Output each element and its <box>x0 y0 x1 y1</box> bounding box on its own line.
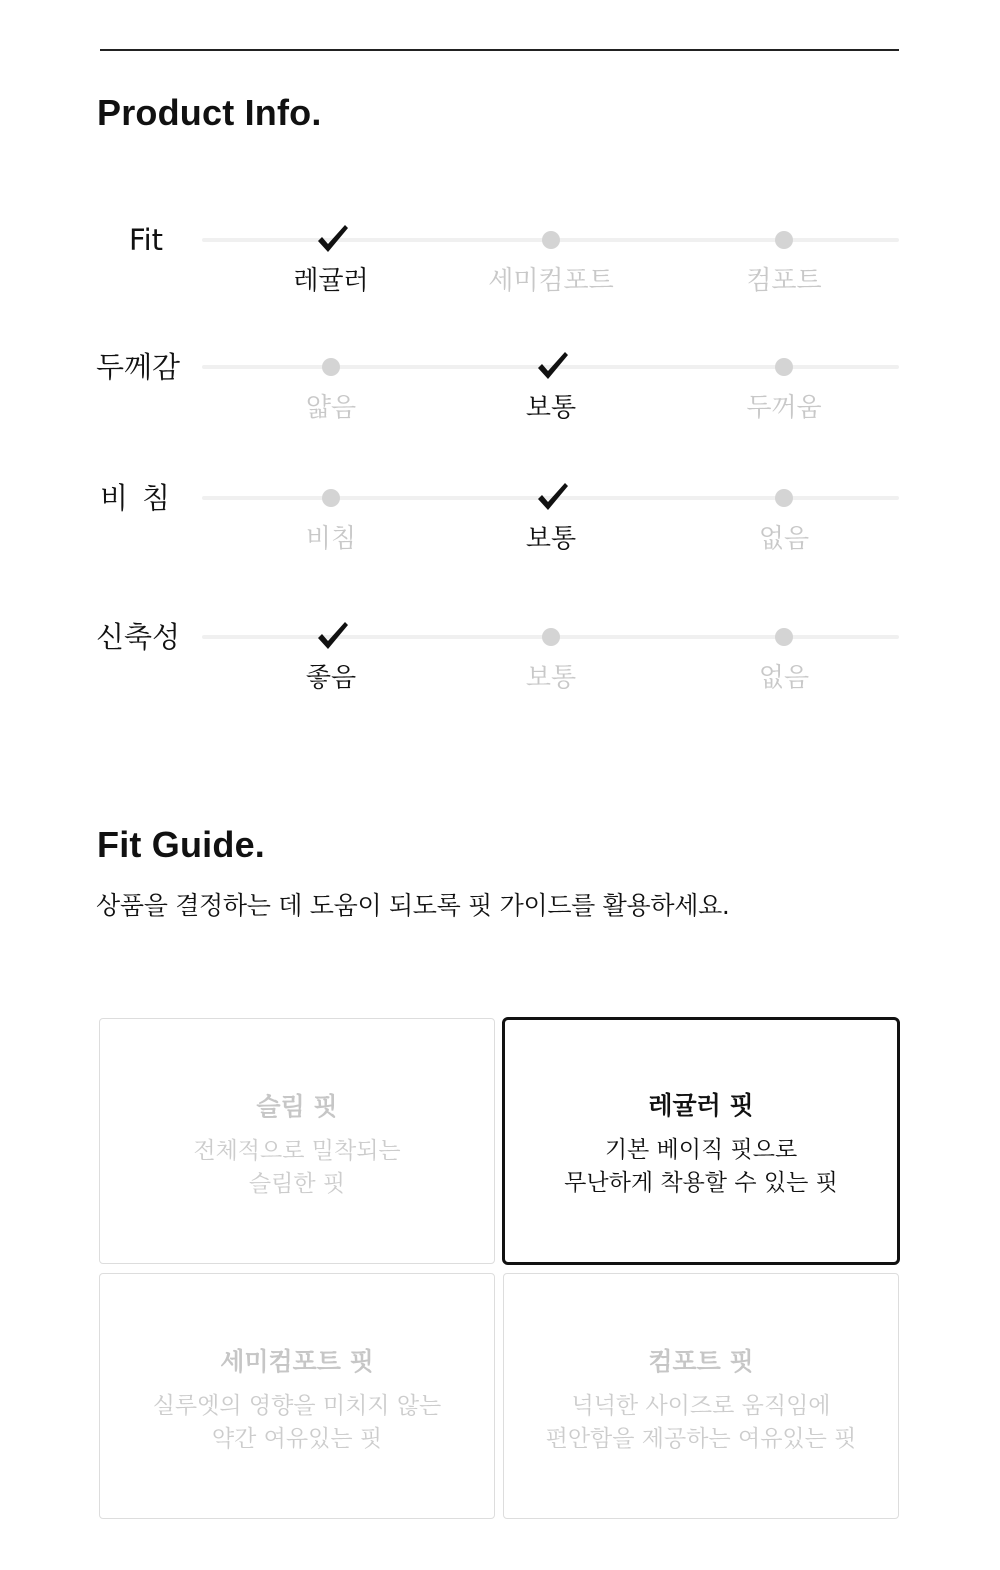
checkmark-icon <box>536 349 570 383</box>
fit-card-title: 레귤러 핏 <box>648 1091 754 1120</box>
scale-option-label: 세미컴포트 <box>488 266 614 296</box>
attribute-label: 비침 <box>100 481 185 515</box>
checkmark-icon <box>536 480 570 514</box>
fit-card-description-line: 무난하게 착용할 수 있는 핏 <box>564 1170 838 1196</box>
checkmark-icon <box>316 619 350 653</box>
fit-card-description-line: 넉넉한 사이즈로 움직임에 <box>571 1393 831 1419</box>
fit-card-title: 슬림 핏 <box>256 1092 338 1121</box>
scale-dot <box>775 489 793 507</box>
product-info-title: Product Info. <box>97 92 322 133</box>
scale-option-label: 컴포트 <box>746 266 822 296</box>
fit-card-semi-comfort[interactable] <box>99 1273 495 1519</box>
fit-card-description <box>505 1134 897 1200</box>
fit-card-slim[interactable] <box>99 1018 495 1264</box>
fit-card-description <box>100 1390 494 1456</box>
fit-card-description <box>100 1135 494 1201</box>
attribute-row-stretch <box>0 620 1000 717</box>
attribute-row-fit <box>0 223 1000 320</box>
attribute-label: Fit <box>129 223 163 257</box>
fit-card-description-line: 슬림한 핏 <box>248 1171 346 1197</box>
attribute-label: 신축성 <box>96 620 181 654</box>
scale-option-label: 보통 <box>525 524 577 554</box>
attribute-row-sheerness <box>0 481 1000 578</box>
fit-card-title: 컴포트 핏 <box>648 1347 754 1376</box>
fit-card-description-line: 실루엣의 영향을 미치지 않는 <box>152 1393 442 1419</box>
fit-guide-title: Fit Guide. <box>97 824 265 865</box>
fit-card-regular[interactable] <box>502 1017 900 1265</box>
scale-dot <box>775 231 793 249</box>
fit-card-description-line: 약간 여유있는 핏 <box>211 1426 383 1452</box>
scale-option-label: 얇음 <box>305 393 357 423</box>
scale-dot <box>775 358 793 376</box>
fit-card-description-line: 기본 베이직 핏으로 <box>604 1137 798 1163</box>
checkmark-icon <box>316 222 350 256</box>
scale-dot <box>322 358 340 376</box>
scale-dot <box>322 489 340 507</box>
scale-option-label: 레귤러 <box>293 266 369 296</box>
attribute-label: 두께감 <box>96 350 181 384</box>
scale-option-label: 없음 <box>758 663 810 693</box>
scale-option-label: 보통 <box>525 393 577 423</box>
scale-dot <box>542 628 560 646</box>
fit-card-comfort[interactable] <box>503 1273 899 1519</box>
scale-option-label: 두꺼움 <box>746 393 822 423</box>
top-divider <box>100 49 899 51</box>
fit-card-description-line: 전체적으로 밀착되는 <box>193 1138 401 1164</box>
scale-dot <box>775 628 793 646</box>
scale-dot <box>542 231 560 249</box>
fit-card-description <box>504 1390 898 1456</box>
fit-card-title: 세미컴포트 핏 <box>220 1347 374 1376</box>
scale-option-label: 없음 <box>758 524 810 554</box>
scale-option-label: 좋음 <box>305 663 357 693</box>
scale-option-label: 비침 <box>305 524 357 554</box>
scale-option-label: 보통 <box>525 663 577 693</box>
fit-card-description-line: 편안함을 제공하는 여유있는 핏 <box>545 1426 857 1452</box>
attribute-row-thickness <box>0 350 1000 447</box>
fit-guide-description: 상품을 결정하는 데 도움이 되도록 핏 가이드를 활용하세요. <box>96 891 730 920</box>
